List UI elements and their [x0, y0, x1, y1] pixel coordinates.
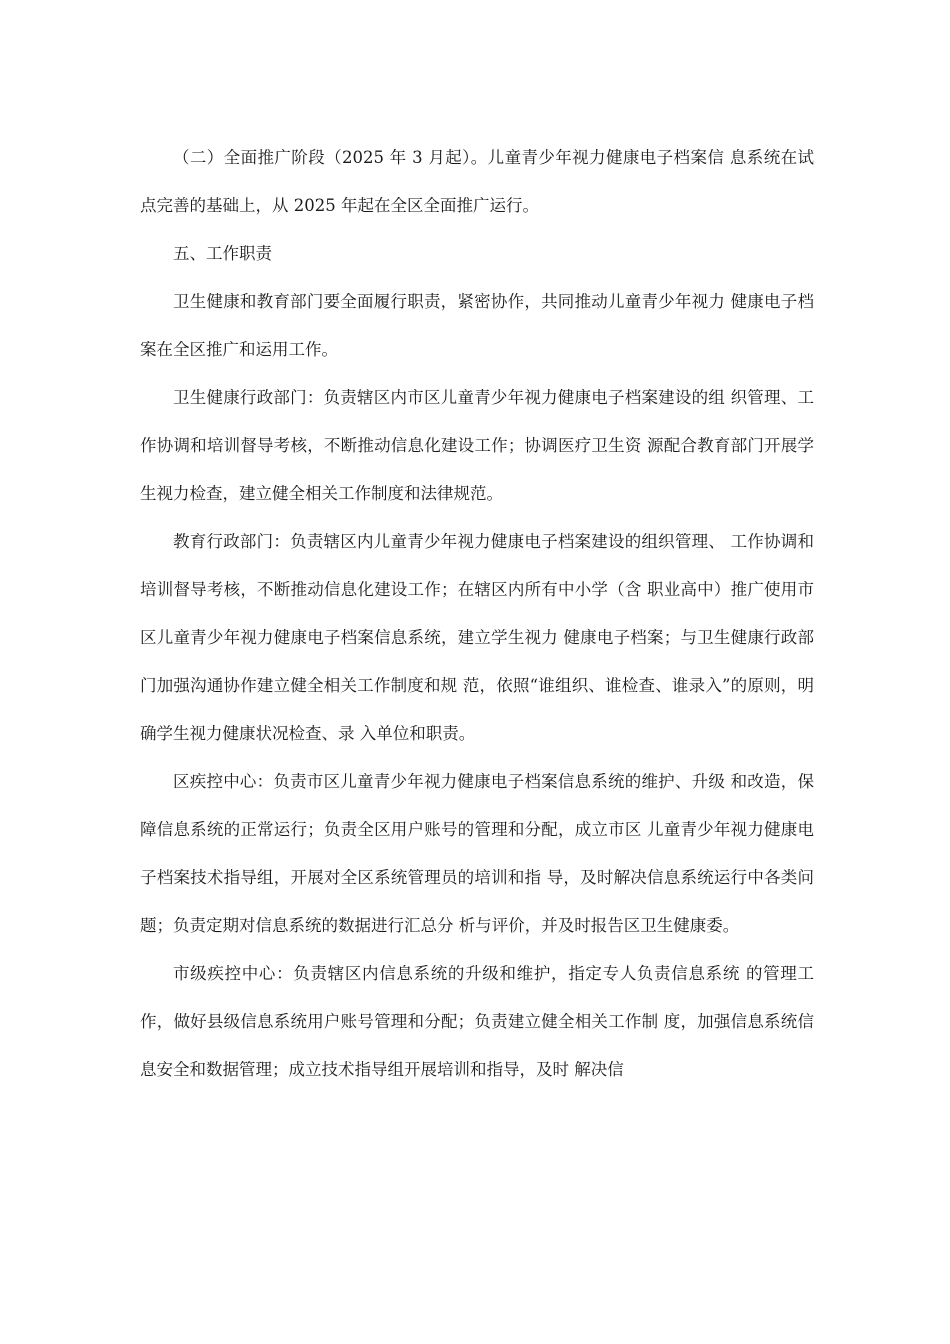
paragraph-education-admin: 教育行政部门：负责辖区内儿童青少年视力健康电子档案建设的组织管理、 工作协调和培训督导考核，不断推动信息化建设工作；在辖区内所有中小学（含 职业高中）推广使用市区儿童青少年视力健康电子档案信息系统，建立学生视力 健康电子档案；与卫生健康行政部门加强沟通协作建立健全相关工作制度和规 范，依照“谁组织、谁检查、谁录入”的原则，明确学生视力健康状况检查、录 入单位和职责。: [140, 532, 814, 743]
paragraph-city-cdc: 市级疾控中心：负责辖区内信息系统的升级和维护，指定专人负责信息系统 的管理工作，做好县级信息系统用户账号管理和分配；负责建立健全相关工作制 度，加强信息系统信息安全和数据管理；成立技术指导组开展培训和指导，及时 解决信: [140, 964, 814, 1079]
document-body: [140, 134, 814, 1094]
paragraph-duties-intro: 卫生健康和教育部门要全面履行职责，紧密协作，共同推动儿童青少年视力 健康电子档案在全区推广和运用工作。: [140, 292, 814, 359]
paragraph-district-cdc: 区疾控中心：负责市区儿童青少年视力健康电子档案信息系统的维护、升级 和改造，保障信息系统的正常运行；负责全区用户账号的管理和分配，成立市区 儿童青少年视力健康电子档案技术指导组，开展对全区系统管理员的培训和指 导，及时解决信息系统运行中各类问题；负责定期对信息系统的数据进行汇总分 析与评价，并及时报告区卫生健康委。: [140, 772, 814, 935]
section-heading-duties: 五、工作职责: [173, 244, 272, 263]
paragraph-health-admin: 卫生健康行政部门：负责辖区内市区儿童青少年视力健康电子档案建设的组 织管理、工作协调和培训督导考核，不断推动信息化建设工作；协调医疗卫生资 源配合教育部门开展学生视力检查，建立健全相关工作制度和法律规范。: [140, 388, 814, 503]
paragraph-phase-two: （二）全面推广阶段（2025 年 3 月起）。儿童青少年视力健康电子档案信 息系统在试点完善的基础上，从 2025 年起在全区全面推广运行。: [140, 148, 814, 215]
